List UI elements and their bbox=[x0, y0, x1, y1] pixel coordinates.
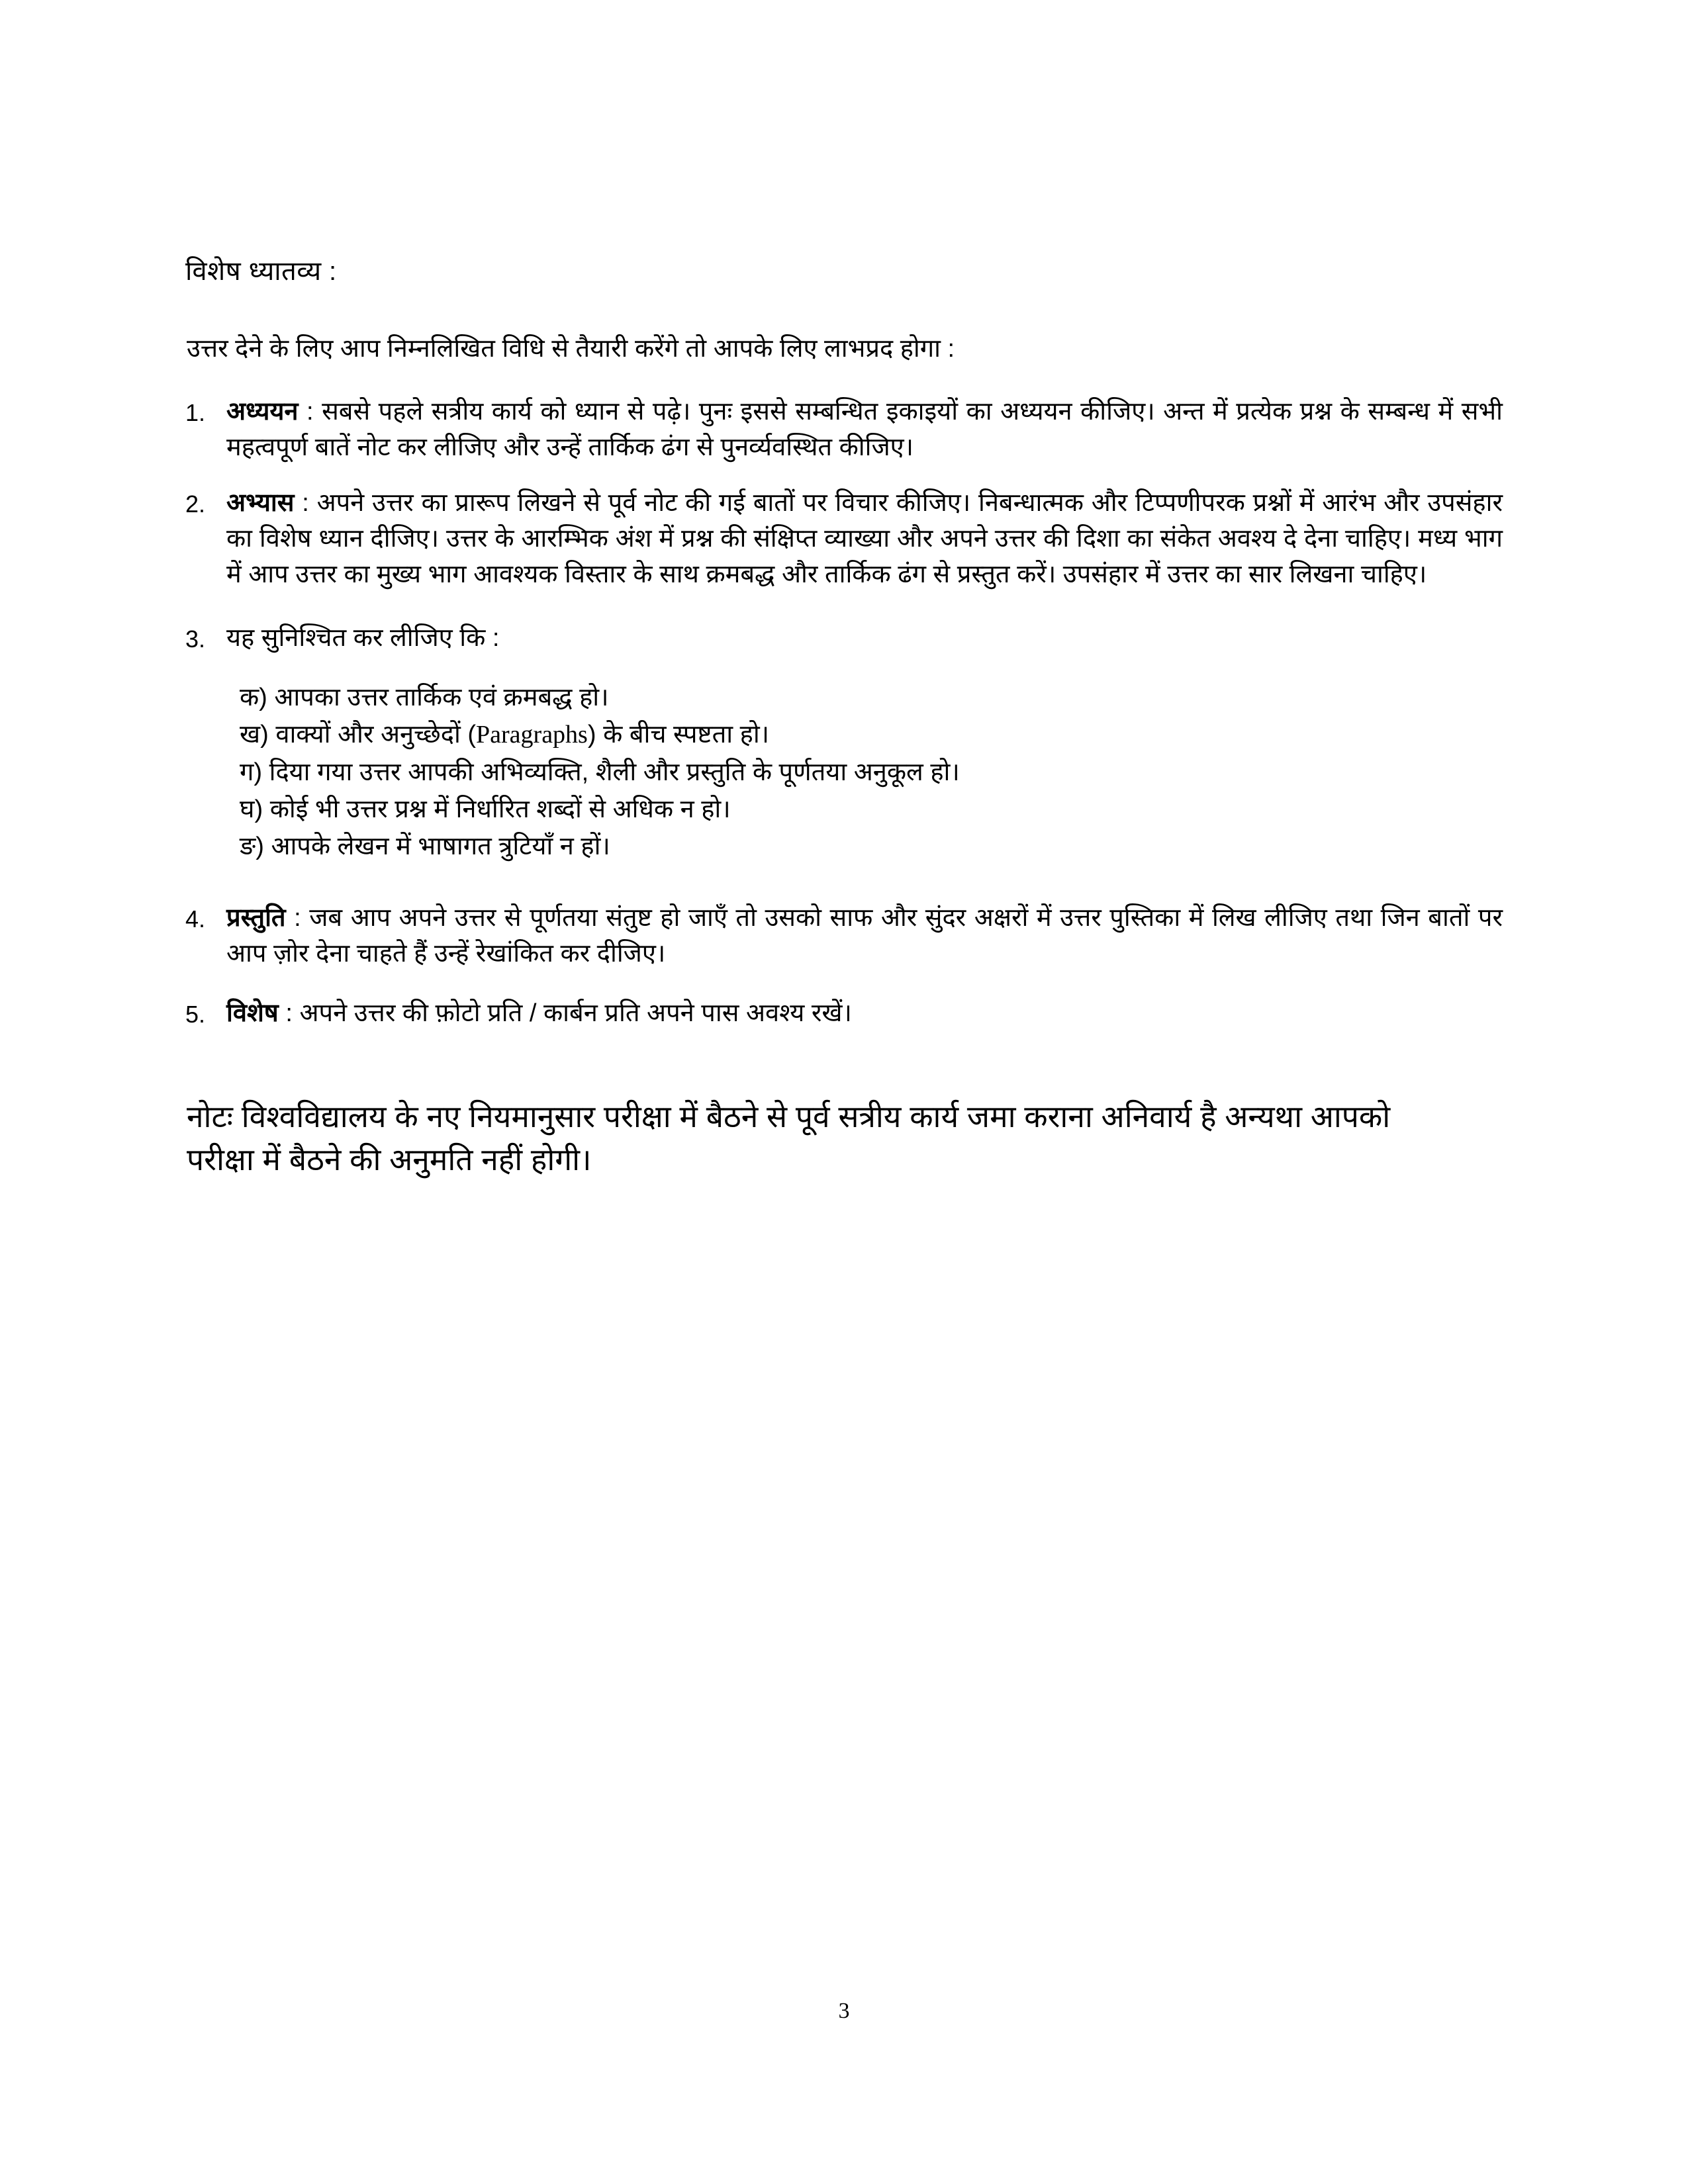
list-item-text: सबसे पहले सत्रीय कार्य को ध्यान से पढ़े। पुनः इससे सम्बन्धित इकाइयों का अध्ययन कीजिए। अन्त में प्रत्येक प्रश्न के सम्बन्ध में सभी महत्वपूर्ण बातें नोट कर लीजिए और उन्हें तार्किक ढंग से पुनर्व्यवस्थित कीजिए। bbox=[226, 398, 1503, 462]
list-item-number: 3. bbox=[185, 625, 206, 653]
list-item bbox=[185, 901, 1503, 972]
intro-paragraph: उत्तर देने के लिए आप निम्नलिखित विधि से तैयारी करेंगे तो आपके लिए लाभप्रद होगा : bbox=[187, 335, 955, 363]
exam-note: नोटः विश्वविद्यालय के नए नियमानुसार परीक्षा में बैठने से पूर्व सत्रीय कार्य जमा कराना अनिवार्य है अन्यथा आपको परीक्षा में बैठने की अनुमति नहीं होगी। bbox=[187, 1099, 1391, 1177]
list-item-body bbox=[226, 901, 1503, 972]
sub-list-item-text: आपका उत्तर तार्किक एवं क्रमबद्ध हो। bbox=[274, 684, 609, 712]
list-item-separator: : bbox=[285, 904, 310, 933]
list-item-separator: : bbox=[298, 398, 322, 426]
list-item-separator: : bbox=[294, 489, 317, 518]
sub-list-item bbox=[240, 754, 1503, 791]
sub-list-item-marker: ख) bbox=[240, 721, 269, 749]
sub-list-item bbox=[240, 679, 1503, 716]
list-item-body bbox=[226, 394, 1503, 466]
sub-list-item-text: आपके लेखन में भाषागत त्रुटियाँ न हों। bbox=[271, 833, 610, 861]
sub-list-item-text: दिया गया उत्तर आपकी अभिव्यक्ति, शैली और प्रस्तुति के पूर्णतया अनुकूल हो। bbox=[269, 758, 960, 786]
list-item-number: 5. bbox=[185, 1001, 206, 1028]
page-number: 3 bbox=[838, 1999, 850, 2023]
list-item-text: अपने उत्तर का प्रारूप लिखने से पूर्व नोट की गई बातों पर विचार कीजिए। निबन्धात्मक और टिप्पणीपरक प्रश्नों में आरंभ और उपसंहार का विशेष ध्यान दीजिए। उत्तर के आरम्भिक अंश में प्रश्न की संक्षिप्त व्याख्या और अपने उत्तर की दिशा का संकेत अवश्य दे देना चाहिए। मध्य भाग में आप उत्तर का मुख्य भाग आवश्यक विस्तार के साथ क्रमबद्ध और तार्किक ढंग से प्रस्तुत करें। उपसंहार में उत्तर का सार लिखना चाहिए। bbox=[226, 489, 1503, 589]
list-item-lead: अध्ययन bbox=[226, 398, 299, 426]
sub-list-item-text-before: वाक्यों और अनुच्छेदों ( bbox=[275, 721, 477, 749]
list-item-lead: प्रस्तुति bbox=[226, 904, 286, 933]
list-item-body bbox=[226, 621, 1503, 657]
sub-list-item-marker: क) bbox=[240, 684, 267, 712]
sub-list-item-english-term: Paragraphs bbox=[476, 721, 588, 749]
sub-instructions-list bbox=[185, 679, 1503, 865]
sub-list-item-marker: ङ) bbox=[240, 833, 264, 861]
sub-list-item-text: कोई भी उत्तर प्रश्न में निर्धारित शब्दों से अधिक न हो। bbox=[269, 795, 731, 823]
document-body bbox=[185, 255, 1503, 1182]
sub-list-item bbox=[240, 716, 1503, 753]
sub-list-item-text-after: ) के बीच स्पष्टता हो। bbox=[587, 721, 770, 749]
list-item-body bbox=[226, 996, 1503, 1032]
list-item-number: 4. bbox=[185, 905, 206, 933]
instructions-list-continued bbox=[185, 901, 1503, 1032]
list-item-lead: अभ्यास bbox=[226, 489, 295, 518]
list-item-separator: : bbox=[278, 999, 300, 1028]
instructions-list bbox=[185, 394, 1503, 657]
sub-list-item bbox=[240, 791, 1503, 828]
page-title: विशेष ध्यातव्य : bbox=[185, 257, 337, 286]
list-item-number: 1. bbox=[185, 399, 206, 427]
list-item bbox=[185, 486, 1503, 593]
sub-list-item-marker: ग) bbox=[240, 758, 263, 786]
sub-list-item-marker: घ) bbox=[240, 795, 263, 823]
list-item-number: 2. bbox=[185, 490, 206, 518]
list-item bbox=[185, 996, 1503, 1032]
sub-list-item bbox=[240, 828, 1503, 865]
list-item-lead: विशेष bbox=[226, 999, 279, 1028]
list-item-body bbox=[226, 486, 1503, 593]
list-item-text: यह सुनिश्चित कर लीजिए कि : bbox=[226, 624, 500, 653]
list-item-text: जब आप अपने उत्तर से पूर्णतया संतुष्ट हो जाएँ तो उसको साफ और सुंदर अक्षरों में उत्तर पुस्तिका में लिख लीजिए तथा जिन बातों पर आप ज़ोर देना चाहते हैं उन्हें रेखांकित कर दीजिए। bbox=[226, 904, 1503, 968]
list-item bbox=[185, 621, 1503, 657]
list-item-text: अपने उत्तर की फ़ोटो प्रति / कार्बन प्रति अपने पास अवश्य रखें। bbox=[299, 999, 852, 1028]
list-item bbox=[185, 394, 1503, 466]
